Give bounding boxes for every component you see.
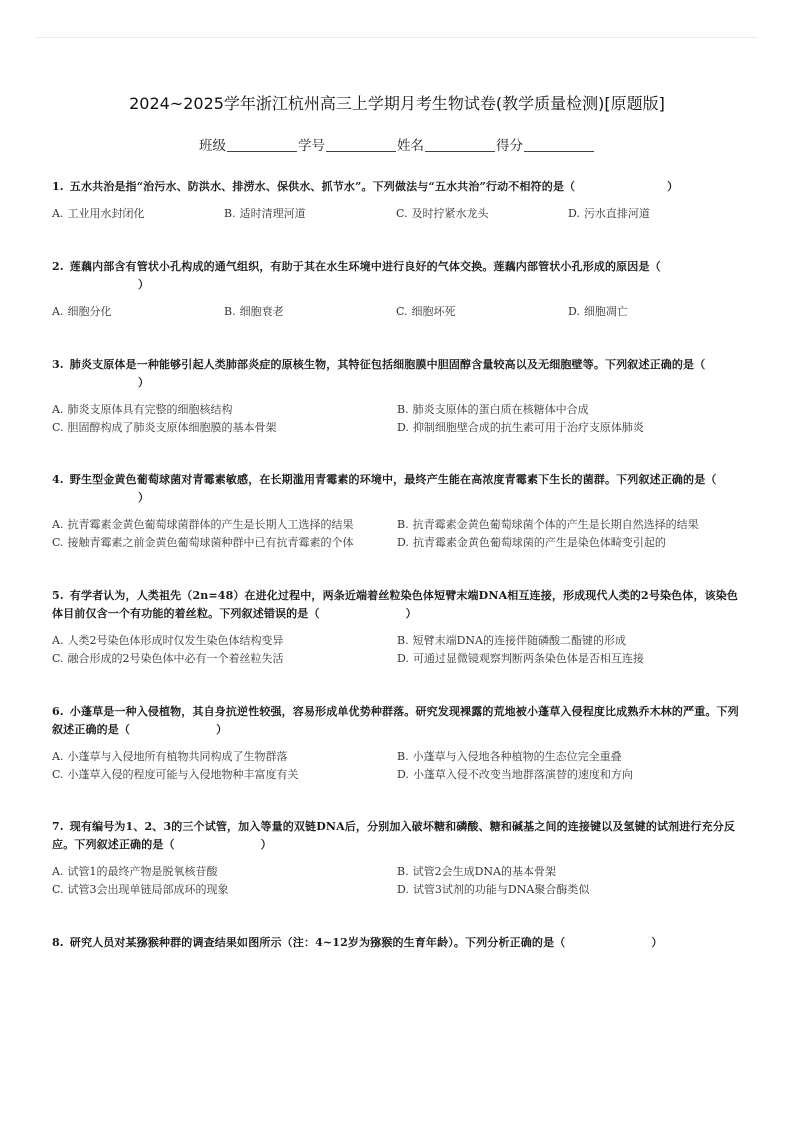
option-b[interactable]: B. 试管2会生成DNA的基本骨架 [397, 865, 556, 878]
option-a[interactable]: A. 试管1的最终产物是脱氧核苷酸 [52, 865, 218, 878]
option-d[interactable]: D. 抗青霉素金黄色葡萄球菌的产生是染色体畸变引起的 [397, 536, 666, 549]
option-c[interactable]: C. 胆固醇构成了肺炎支原体细胞膜的基本骨架 [52, 421, 277, 434]
question-stem: 3. 肺炎支原体是一种能够引起人类肺部炎症的原核生物，其特征包括细胞膜中胆固醇含量较高以及无细胞壁等。下列叙述正确的是（） [52, 358, 706, 389]
option-c[interactable]: C. 及时拧紧水龙头 [396, 207, 489, 220]
option-a[interactable]: A. 肺炎支原体具有完整的细胞核结构 [52, 403, 233, 416]
option-d[interactable]: D. 试管3试剂的功能与DNA聚合酶类似 [397, 883, 590, 896]
option-d[interactable]: D. 污水直排河道 [568, 207, 650, 220]
option-list [52, 748, 742, 784]
option-b[interactable]: B. 肺炎支原体的蛋白质在核糖体中合成 [397, 403, 589, 416]
question-1 [52, 178, 742, 223]
student-info-line [0, 134, 794, 154]
option-a[interactable]: A. 工业用水封闭化 [52, 207, 145, 220]
option-d[interactable]: D. 抑制细胞壁合成的抗生素可用于治疗支原体肺炎 [397, 421, 644, 434]
question-stem: 1. 五水共治是指“治污水、防洪水、排涝水、保供水、抓节水”。下列做法与“五水共治”行动不相符的是（ ） [52, 180, 679, 193]
option-list [52, 863, 742, 899]
option-d[interactable]: D. 可通过显微镜观察判断两条染色体是否相互连接 [397, 652, 644, 665]
question-stem: 8. 研究人员对某猕猴种群的调查结果如图所示（注：4~12岁为猕猴的生育年龄）。下列分析正确的是（ ） [52, 936, 663, 949]
question-8 [52, 934, 742, 952]
option-a[interactable]: A. 小蓬草与入侵地所有植物共同构成了生物群落 [52, 750, 288, 763]
option-d[interactable]: D. 小蓬草入侵不改变当地群落演替的速度和方向 [397, 768, 633, 781]
question-stem: 4. 野生型金黄色葡萄球菌对青霉素敏感，在长期滥用青霉素的环境中，最终产生能在高浓度青霉素下生长的菌群。下列叙述正确的是（） [52, 473, 717, 504]
option-b[interactable]: B. 适时清理河道 [224, 207, 306, 220]
header-divider [36, 37, 758, 38]
question-stem: 2. 莲藕内部含有管状小孔构成的通气组织，有助于其在水生环境中进行良好的气体交换。莲藕内部管状小孔形成的原因是（） [52, 260, 661, 291]
id-label: 学号 [298, 138, 325, 154]
option-d[interactable]: D. 细胞凋亡 [568, 305, 628, 318]
id-blank[interactable] [326, 138, 396, 152]
class-blank[interactable] [227, 138, 297, 152]
question-7 [52, 818, 742, 899]
score-label: 得分 [496, 138, 523, 154]
question-stem: 7. 现有编号为1、2、3的三个试管，加入等量的双链DNA后，分别加入破坏糖和磷酸、糖和碱基之间的连接键以及氢键的试剂进行充分反应。下列叙述正确的是（ ） [52, 820, 736, 851]
question-4 [52, 471, 742, 552]
question-stem: 6. 小蓬草是一种入侵植物，其自身抗逆性较强，容易形成单优势种群落。研究发现裸露的荒地被小蓬草入侵程度比成熟乔木林的严重。下列叙述正确的是（ ） [52, 705, 739, 736]
option-b[interactable]: B. 小蓬草与入侵地各种植物的生态位完全重叠 [397, 750, 622, 763]
option-c[interactable]: C. 小蓬草入侵的程度可能与入侵地物种丰富度有关 [52, 768, 299, 781]
question-2 [52, 258, 742, 321]
page-title: 2024~2025学年浙江杭州高三上学期月考生物试卷(教学质量检测)[原题版] [129, 94, 665, 113]
option-list [52, 632, 742, 668]
name-blank[interactable] [425, 138, 495, 152]
option-b[interactable]: B. 短臂末端DNA的连接伴随磷酸二酯键的形成 [397, 634, 626, 647]
option-c[interactable]: C. 接触青霉素之前金黄色葡萄球菌种群中已有抗青霉素的个体 [52, 536, 354, 549]
option-list [52, 401, 742, 437]
name-label: 姓名 [397, 138, 424, 154]
question-stem: 5. 有学者认为，人类祖先（2n=48）在进化过程中，两条近端着丝粒染色体短臂末端DNA相互连接，形成现代人类的2号染色体，该染色体目前仅含一个有功能的着丝粒。下列叙述错误的是（ ） [52, 589, 739, 620]
option-list [52, 303, 742, 321]
option-list [52, 516, 742, 552]
score-blank[interactable] [524, 138, 594, 152]
class-label: 班级 [199, 138, 226, 154]
question-5 [52, 587, 742, 668]
option-a[interactable]: A. 人类2号染色体形成时仅发生染色体结构变异 [52, 634, 284, 647]
option-a[interactable]: A. 抗青霉素金黄色葡萄球菌群体的产生是长期人工选择的结果 [52, 518, 354, 531]
option-b[interactable]: B. 细胞衰老 [224, 305, 284, 318]
question-6 [52, 703, 742, 784]
option-c[interactable]: C. 试管3会出现单链局部成环的现象 [52, 883, 229, 896]
option-c[interactable]: C. 融合形成的2号染色体中必有一个着丝粒失活 [52, 652, 284, 665]
option-c[interactable]: C. 细胞坏死 [396, 305, 456, 318]
option-list [52, 205, 742, 223]
option-a[interactable]: A. 细胞分化 [52, 305, 112, 318]
question-3 [52, 356, 742, 437]
option-b[interactable]: B. 抗青霉素金黄色葡萄球菌个体的产生是长期自然选择的结果 [397, 518, 699, 531]
